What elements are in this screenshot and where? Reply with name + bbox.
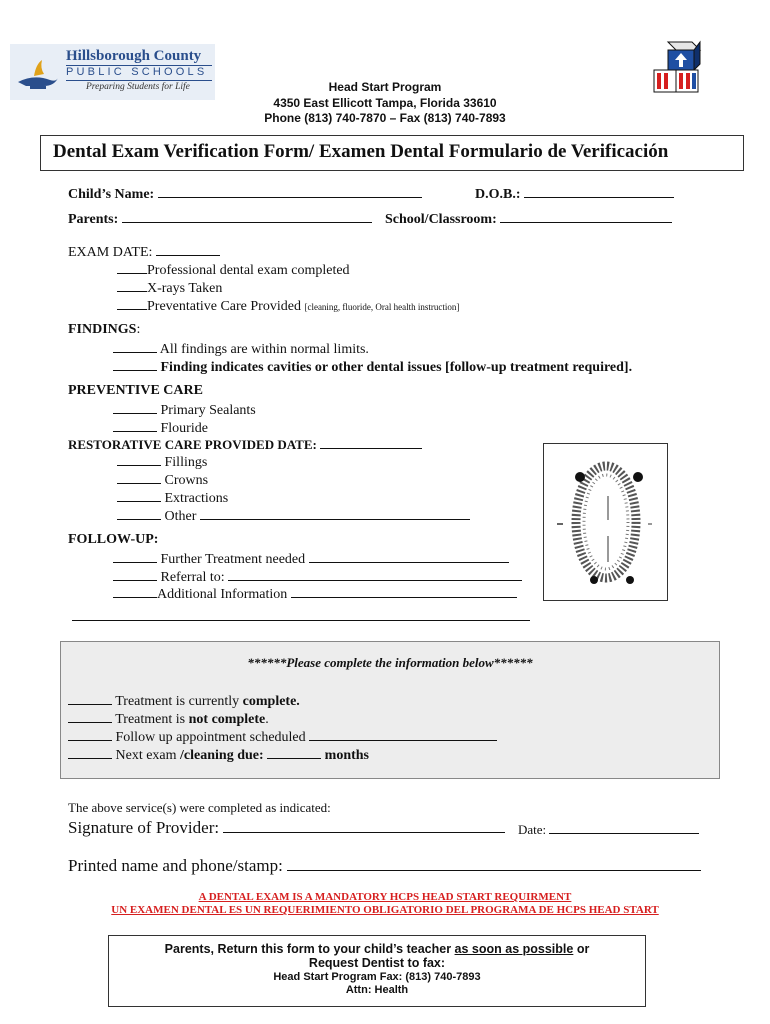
followup-heading: FOLLOW-UP: bbox=[68, 532, 159, 547]
logo-name: Hillsborough County bbox=[66, 48, 202, 64]
logo-subtitle: PUBLIC SCHOOLS bbox=[66, 66, 208, 78]
exam-date-field[interactable]: EXAM DATE: bbox=[68, 243, 220, 261]
program-name: Head Start Program bbox=[328, 80, 442, 94]
findings-heading: FINDINGS: bbox=[68, 322, 141, 337]
preventive-item[interactable]: Flouride bbox=[113, 419, 208, 437]
mandatory-notice-es: UN EXAMEN DENTAL ES UN REQUERIMIENTO OBLIGATORIO DEL PROGRAMA DE HCPS HEAD START bbox=[111, 904, 659, 916]
attention-line: Attn: Health bbox=[345, 984, 409, 996]
next-exam-option[interactable]: Next exam /cleaning due: months bbox=[68, 746, 369, 764]
services-note: The above service(s) were completed as indicated: bbox=[68, 800, 331, 815]
program-address: 4350 East Ellicott Tampa, Florida 33610 bbox=[273, 96, 497, 110]
return-instruction: Parents, Return this form to your child’s teacher as soon as possible or bbox=[164, 942, 590, 956]
preventive-item[interactable]: Primary Sealants bbox=[113, 401, 256, 419]
logo-tagline: Preparing Students for Life bbox=[86, 82, 190, 92]
signature-field[interactable]: Signature of Provider: bbox=[68, 818, 505, 838]
fax-request: Request Dentist to fax: bbox=[308, 956, 446, 970]
form-title: Dental Exam Verification Form/ Examen Dental Formulario de Verificación bbox=[53, 141, 669, 162]
followup-item[interactable]: Referral to: bbox=[113, 568, 522, 586]
exam-item[interactable]: Professional dental exam completed bbox=[117, 261, 350, 279]
findings-issues[interactable]: Finding indicates cavities or other dental issues [follow-up treatment required]. bbox=[113, 358, 632, 376]
date-field[interactable]: Date: bbox=[518, 821, 699, 838]
exam-item[interactable]: X-rays Taken bbox=[117, 279, 222, 297]
teeth-chart[interactable] bbox=[543, 443, 668, 601]
completion-heading: ******Please complete the information below****** bbox=[247, 655, 533, 670]
printed-name-field[interactable]: Printed name and phone/stamp: bbox=[68, 856, 701, 876]
dob-field[interactable]: D.O.B.: bbox=[475, 185, 674, 203]
findings-normal[interactable]: All findings are within normal limits. bbox=[113, 340, 369, 358]
school-field[interactable]: School/Classroom: bbox=[385, 210, 672, 228]
treatment-complete-option[interactable]: Treatment is currently complete. bbox=[68, 692, 300, 710]
parents-field[interactable]: Parents: bbox=[68, 210, 372, 228]
followup-item[interactable]: Additional Information bbox=[113, 585, 517, 603]
divider bbox=[72, 620, 530, 621]
dental-arch-icon bbox=[544, 444, 667, 600]
exam-item[interactable]: Preventative Care Provided [cleaning, fluoride, Oral health instruction] bbox=[117, 297, 459, 315]
restorative-item[interactable]: Extractions bbox=[117, 489, 228, 507]
restorative-heading[interactable]: RESTORATIVE CARE PROVIDED DATE: bbox=[68, 436, 422, 453]
child-name-field[interactable]: Child’s Name: bbox=[68, 185, 422, 203]
followup-item[interactable]: Further Treatment needed bbox=[113, 550, 509, 568]
restorative-item[interactable]: Fillings bbox=[117, 453, 207, 471]
restorative-item[interactable]: Other bbox=[117, 507, 470, 525]
parent-instructions-box bbox=[108, 935, 646, 1007]
treatment-incomplete-option[interactable]: Treatment is not complete. bbox=[68, 710, 269, 728]
program-phone: Phone (813) 740-7870 – Fax (813) 740-7893 bbox=[264, 111, 506, 125]
form-title-box bbox=[40, 135, 744, 171]
fax-number: Head Start Program Fax: (813) 740-7893 bbox=[273, 971, 481, 983]
followup-scheduled-option[interactable]: Follow up appointment scheduled bbox=[68, 728, 497, 746]
restorative-item[interactable]: Crowns bbox=[117, 471, 208, 489]
preventive-heading: PREVENTIVE CARE bbox=[68, 383, 203, 398]
mandatory-notice-en: A DENTAL EXAM IS A MANDATORY HCPS HEAD START REQUIRMENT bbox=[198, 891, 572, 903]
